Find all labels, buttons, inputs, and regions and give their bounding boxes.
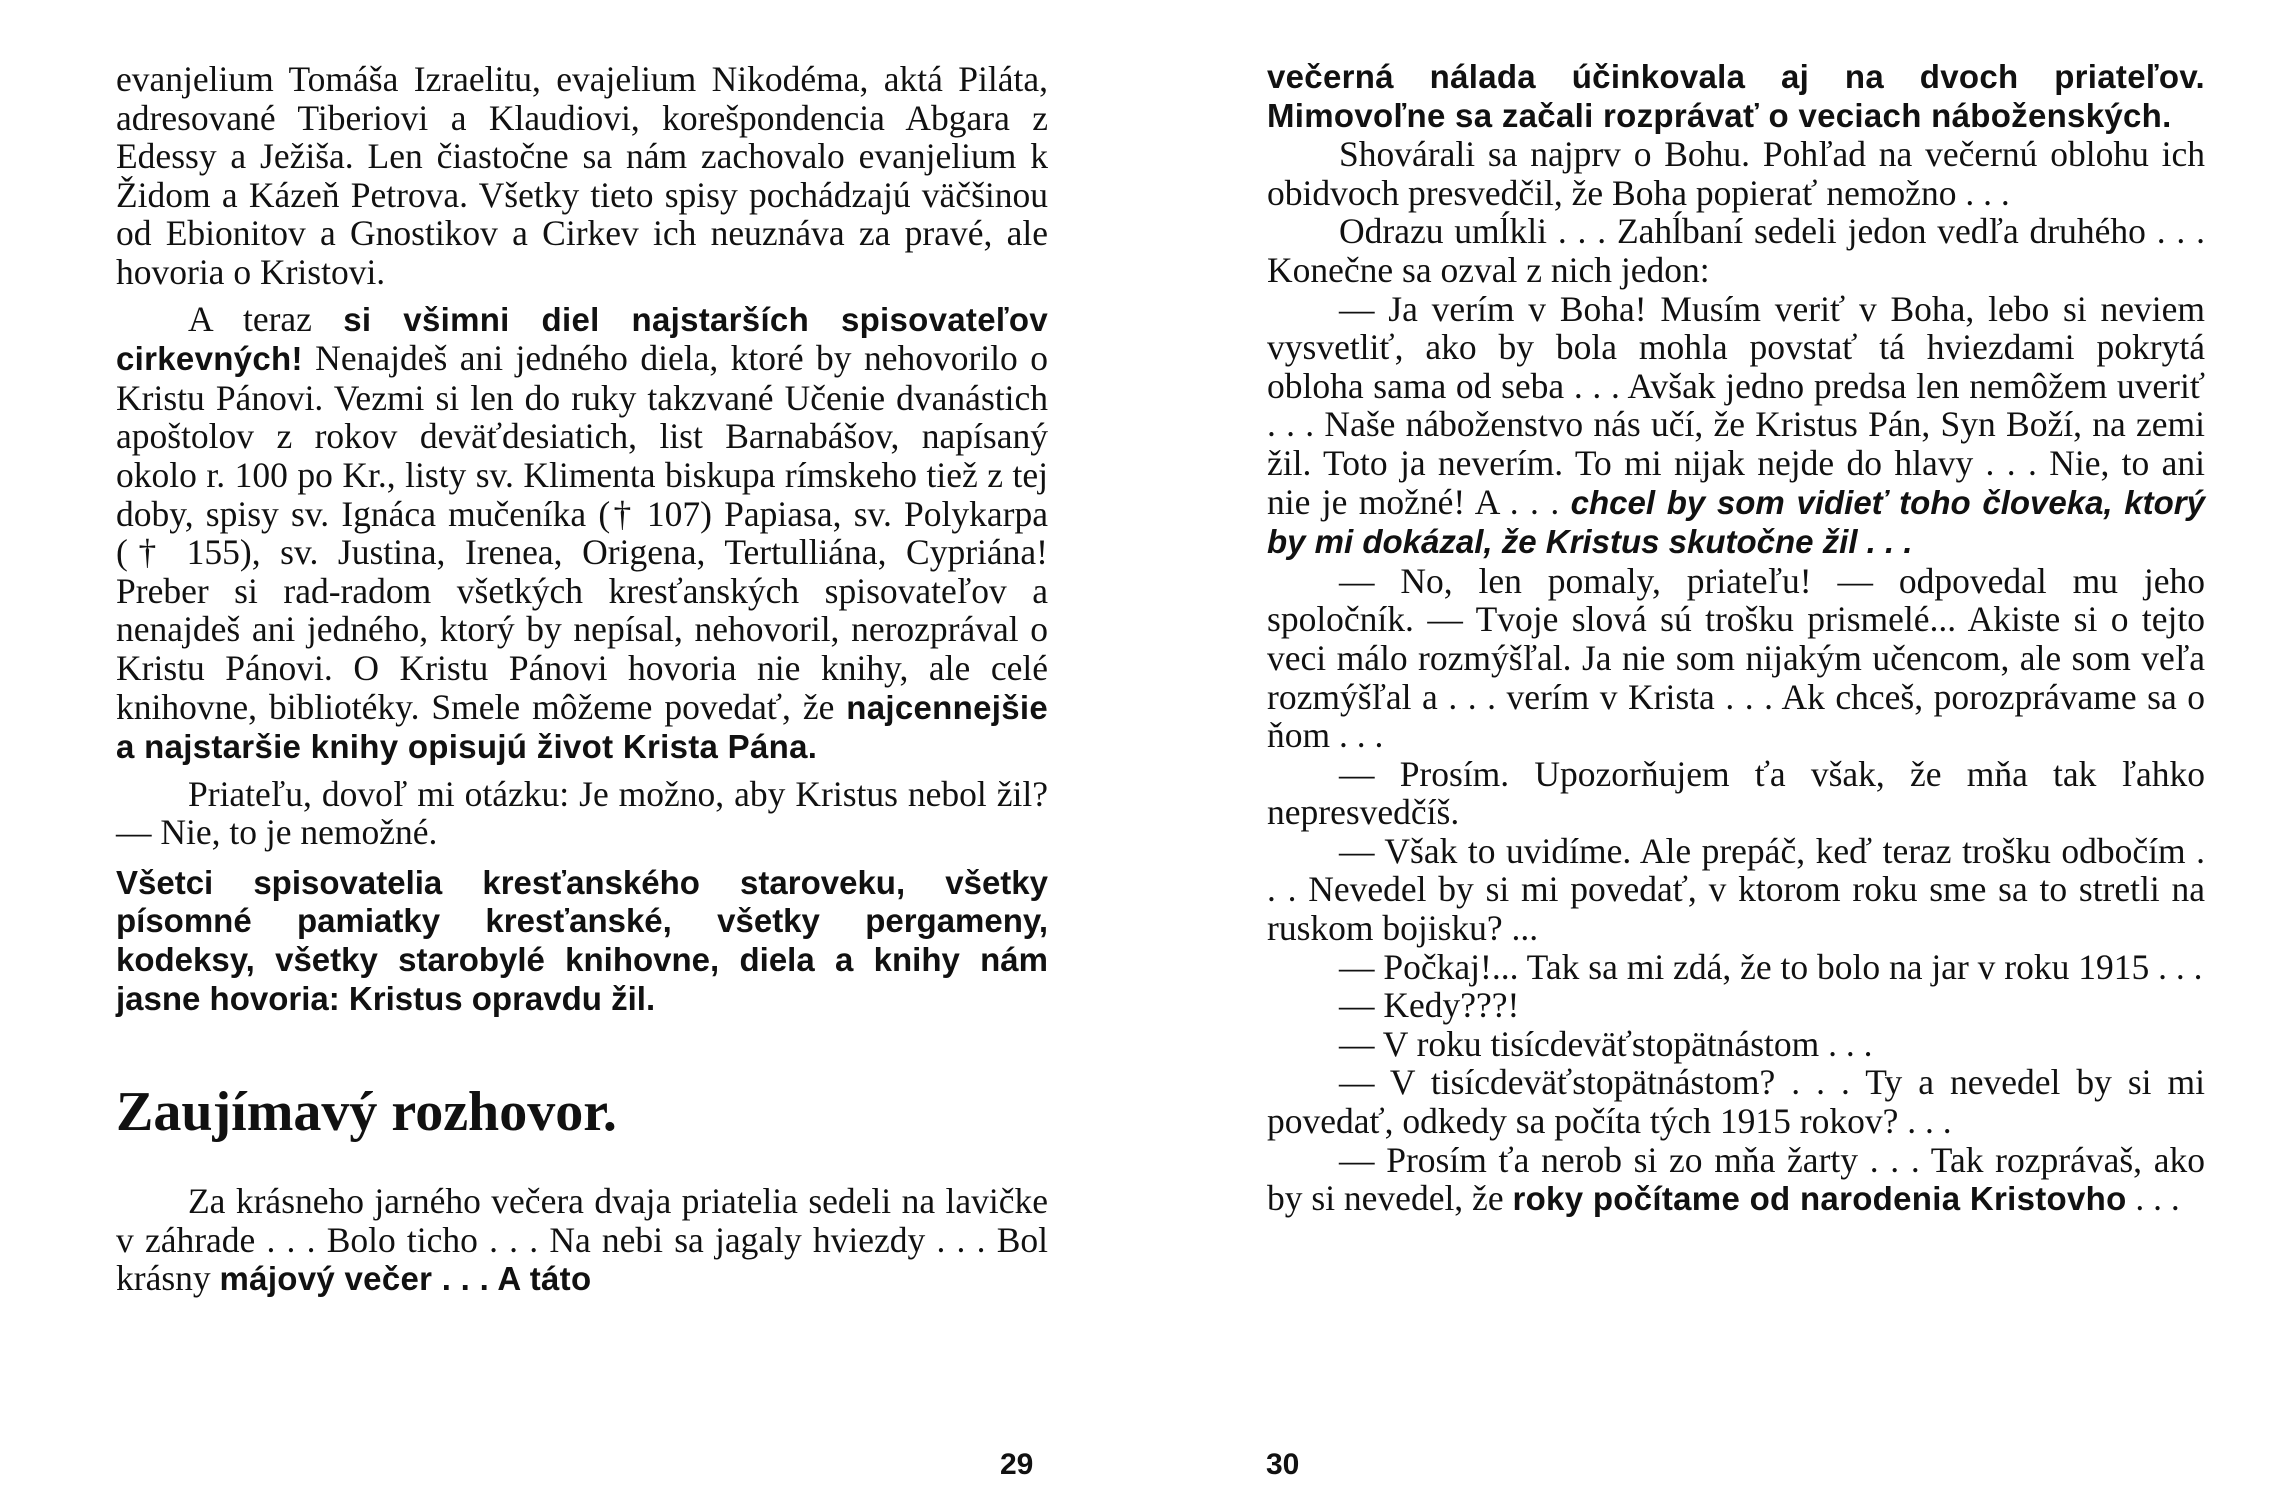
right-paragraph-3: Odrazu umĺkli . . . Zahĺbaní sedeli jedon vedľa druhého . . . Konečne sa ozval z nich jedon: — [1267, 211, 2205, 290]
right-p4-start: — Ja verím v Boha! Musím veriť v Boha, lebo si neviem vysvetliť, ako by bola mohla povstať tá hviezdami pokrytá obloha sama od seba . . . Avšak jedno predsa len nemôžem uveriť . . . Naše náboženstvo nás učí, že Kristus Pán, Syn Boží, na zemi žil. Toto ja neverím. To mi nijak nejde do hlavy . . . Nie, to ani nie je možné! A . . . — [1267, 288, 2205, 522]
right-paragraph-5: — No, len pomaly, priateľu! — odpovedal mu jeho spoločník. — Tvoje slová sú trošku prismelé... Akiste si o tejto veci málo rozmýšľal. Ja nie som nijakým učencom, ale som veľa rozmýšľal a . . . verím v Krista . . . Ak chceš, porozprávame sa o ňom . . . — [1267, 560, 2205, 756]
right-p12-end: . . . — [2126, 1178, 2180, 1219]
left-paragraph-2 — [116, 300, 1048, 767]
right-p12-start: — Prosím ťa nerob si zo mňa žarty . . . Tak rozprávaš, ako by si nevedel, že — [1267, 1139, 2205, 1219]
left-paragraph-4-bold: Všetci spisovatelia kresťanského staroveku, všetky písomné pamiatky kresťanské, všetky pergameny, kodeksy, všetky starobylé knihovne, diela a knihy nám jasne hovoria: Kristus opravdu žil. — [116, 863, 1048, 1017]
right-paragraph-9: — Kedy???! — [1339, 985, 1520, 1026]
right-p12-bold: roky počítame od narodenia Kristovho — [1512, 1180, 2127, 1218]
right-p4-italic: chcel by som vidieť toho človeka, ktorý by mi dokázal, že Kristus skutočne žil . . . — [1267, 483, 2205, 561]
right-paragraph-8: — Počkaj!... Tak sa mi zdá, že to bolo na jar v roku 1915 . . . — [1339, 946, 2203, 987]
left-p2-bold: si všimni diel najstarších spisovateľov cirkevných! — [116, 300, 1049, 378]
right-paragraph-1-bold: večerná nálada účinkovala aj na dvoch priateľov. Mimovoľne sa začali rozprávať o veciach náboženských. — [1267, 58, 2205, 134]
right-paragraph-12 — [1267, 1141, 2205, 1219]
left-text-column — [116, 60, 1048, 1299]
page-number-left: 29 — [1000, 1448, 1034, 1481]
right-paragraph-6: — Prosím. Upozorňujem ťa však, že mňa tak ľahko nepresvedčíš. — [1267, 753, 2205, 833]
left-paragraph-5 — [116, 1182, 1048, 1299]
left-paragraph-1: evanjelium Tomáša Izraelitu, evajelium Nikodéma, aktá Piláta, adresované Tiberiovi a Klaudiovi, korešpondencia Abgara z Edessy a Ježiša. Len čiastočne sa nám zachovalo evanjelium k Židom a Kázeň Petrova. Všetky tieto spisy pochádzajú väčšinou od Ebionitov a Gnostikov a Cirkev ich neuznáva za pravé, ale hovoria o Kristovi. — [116, 59, 1048, 292]
right-paragraph-2: Shovárali sa najprv o Bohu. Pohľad na večernú oblohu ich obidvoch presvedčil, že Boha popierať nemožno . . . — [1267, 134, 2205, 213]
left-p2-body: Nenajdeš ani jedného diela, ktoré by nehovorilo o Kristu Pánovi. Vezmi si len do ruky takzvané Učenie dvanástich apoštolov z rokov deväťdesiatich, list Barnabášov, napísaný okolo r. 100 po Kr., listy sv. Klimenta biskupa rímskeho tiež z tej doby, spisy sv. Ignáca mučeníka († 107) Papiasa, sv. Polykarpa († 155), sv. Justina, Irenea, Origena, Tertulliána, Cypriána! Preber si rad-radom všetkých kresťanských spisovateľov a nenajdeš ani jedného, ktorý by nepísal, nehovoril, nerozprával o Kristu Pánovi. O Kristu Pánovi hovoria nie knihy, ale celé knihovne, bibliotéky. Smele môžeme povedať, že — [116, 338, 1048, 727]
left-p2-bold-end: najcennejšie a najstaršie knihy opisujú život Krista Pána. — [116, 688, 1048, 766]
page-number-right: 30 — [1266, 1448, 1300, 1481]
left-p5-bold: májový večer . . . A táto — [219, 1260, 592, 1298]
right-page — [1146, 0, 2292, 1500]
right-paragraph-10: — V roku tisícdeväťstopätnástom . . . — [1339, 1023, 1873, 1064]
left-paragraph-3: Priateľu, dovoľ mi otázku: Je možno, aby Kristus nebol žil? — Nie, to je nemožné. — [116, 773, 1048, 853]
right-paragraph-11: — V tisícdeväťstopätnástom? . . . Ty a nevedel by si mi povedať, odkedy sa počíta tých 1915 rokov? . . . — [1267, 1062, 2205, 1142]
section-heading: Zaujímavý rozhovor. — [116, 1081, 617, 1144]
left-p5-start: Za krásneho jarného večera dvaja priatelia sedeli na lavičke v záhrade . . . Bolo ticho . . . Na nebi sa jagaly hviezdy . . . Bol krásny — [116, 1181, 1048, 1299]
right-paragraph-7: — Však to uvidíme. Ale prepáč, keď teraz trošku odbočím . . . Nevedel by si mi povedať, v ktorom roku sme sa to stretli na ruskom bojisku? ... — [1267, 830, 2205, 949]
right-text-column — [1267, 58, 2205, 1219]
left-p2-start: A teraz — [188, 298, 344, 339]
right-paragraph-4 — [1267, 290, 2205, 562]
